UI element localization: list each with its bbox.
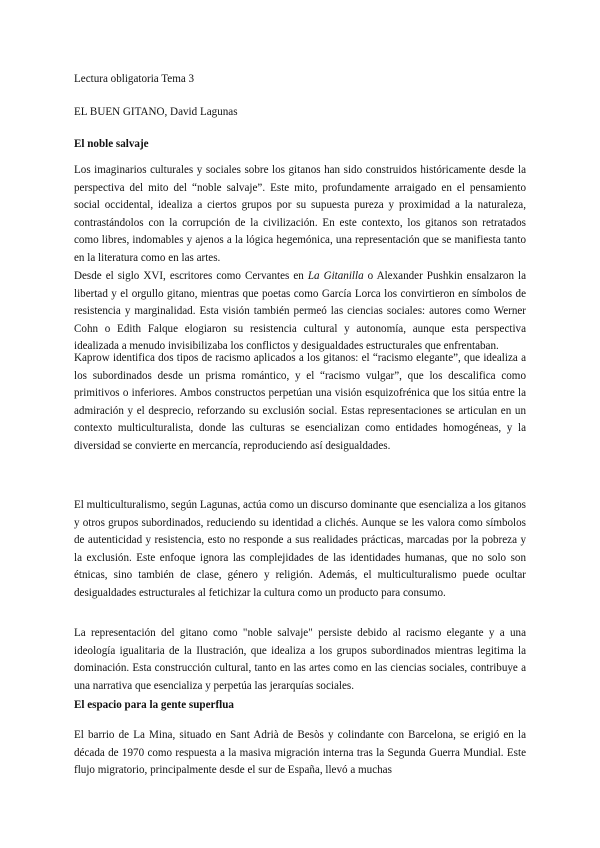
paragraph-6: El barrio de La Mina, situado en Sant Adrià de Besòs y colindante con Barcelona, se erigió en la década de 1970 como respuesta a la masiva migración interna tras la Segunda Guerra Mundial. Este flujo migratorio, principalmente desde el sur de España, llevó a muchas: [74, 729, 526, 777]
paragraph-3: Kaprow identifica dos tipos de racismo aplicados a los gitanos: el “racismo elegante”, que idealiza a los subordinados desde un prisma romántico, y el “racismo vulgar”, que los descalifica como primitivos o inferiores. Ambos constructos perpetúan una visión esquizofrénica que los sitúa entre la admiración y el desprecio, reforzando su exclusión social. Estas representaciones se articulan en un contexto multiculturalista, donde las culturas se esencializan como entidades homogéneas, y la diversidad se convierte en mercancía, reproduciendo así desigualdades.: [74, 352, 526, 452]
paragraph-2: [74, 268, 526, 356]
paragraph-2-text-a: Desde el siglo XVI, escritores como Cervantes en: [74, 270, 308, 282]
document-title: EL BUEN GITANO, David Lagunas: [74, 106, 238, 118]
paragraph-2-text-b: o Alexander Pushkin ensalzaron la libertad y el orgullo gitano, mientras que poetas como García Lorca los convirtieron en símbolos de resistencia y marginalidad. Esta visión también permeó las ciencias sociales: autores como Werner Cohn o Edith Falque elogiaron su resistencia cultural y autonomía, aunque esta perspectiva idealizada a menudo invisibilizaba los conflictos y desigualdades estructurales que enfrentaban.: [74, 270, 527, 353]
paragraph-4: El multiculturalismo, según Lagunas, actúa como un discurso dominante que esencializa a los gitanos y otros grupos subordinados, reduciendo su identidad a clichés. Aunque se les valora como símbolos de autenticidad y resistencia, esto no responde a sus realidades prácticas, marcadas por la pobreza y la exclusión. Este enfoque ignora las complejidades de las identidades humanas, que no solo son étnicas, sino también de clase, género y religión. Además, el multiculturalismo puede ocultar desigualdades estructurales al fetichizar la cultura como un producto para consumo.: [74, 499, 526, 599]
reading-label: Lectura obligatoria Tema 3: [74, 73, 195, 85]
paragraph-1: Los imaginarios culturales y sociales sobre los gitanos han sido construidos históricamente desde la perspectiva del mito del “noble salvaje”. Este mito, profundamente arraigado en el pensamiento social occidental, idealiza a ciertos grupos por su supuesta pureza y proximidad a la naturaleza, contrastándolos con la corrupción de la civilización. En este contexto, los gitanos son retratados como libres, indomables y ajenos a la lógica hegemónica, una representación que se manifiesta tanto en la literatura como en las artes.: [74, 164, 526, 264]
book-title-la-gitanilla: La Gitanilla: [307, 270, 364, 282]
section-heading-espacio: El espacio para la gente superflua: [74, 699, 234, 711]
section-heading-noble-salvaje: El noble salvaje: [74, 138, 149, 150]
paragraph-5: La representación del gitano como "noble salvaje" persiste debido al racismo elegante y a una ideología igualitaria de la Ilustración, que idealiza a los grupos subordinados mientras legitima la dominación. Esta construcción cultural, tanto en las artes como en las ciencias sociales, contribuye a una narrativa que esencializa y perpetúa las jerarquías sociales.: [74, 627, 526, 692]
